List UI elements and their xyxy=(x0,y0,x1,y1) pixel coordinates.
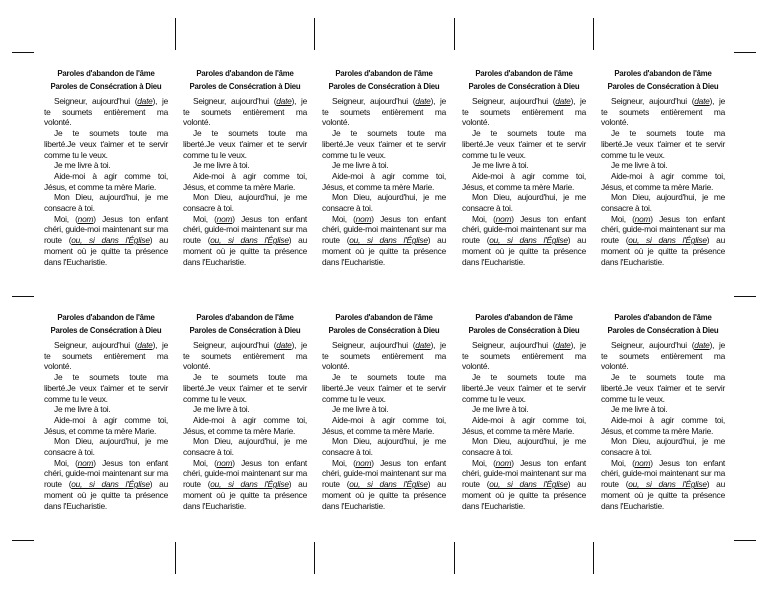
card-title-line2: Paroles de Consécration à Dieu xyxy=(328,326,440,335)
paragraph-4: Aide-moi à agir comme toi, Jésus, et comme ta mère Marie. xyxy=(462,170,586,192)
card-title-line2: Paroles de Consécration à Dieu xyxy=(607,82,719,91)
paragraph-6: Moi, (nom) Jesus ton enfant chéri, guide-moi maintenant sur ma route (ou, si dans l'Église) au moment où je quitte ta présence dans l'Eucharistie. xyxy=(183,213,307,267)
paragraph-6: Moi, (nom) Jesus ton enfant chéri, guide-moi maintenant sur ma route (ou, si dans l'Église) au moment où je quitte ta présence dans l'Eucharistie. xyxy=(601,213,725,267)
paragraph-1: Seigneur, aujourd'hui (date), je te soumets entièrement ma volonté. xyxy=(44,340,168,372)
paragraph-4: Aide-moi à agir comme toi, Jésus, et comme ta mère Marie. xyxy=(183,414,307,436)
paragraph-6: Moi, (nom) Jesus ton enfant chéri, guide-moi maintenant sur ma route (ou, si dans l'Église) au moment où je quitte ta présence dans l'Eucharistie. xyxy=(462,457,586,511)
prayer-card-r1c5 xyxy=(601,67,725,267)
prayer-card-r2c2 xyxy=(183,311,307,511)
paragraph-1: Seigneur, aujourd'hui (date), je te soumets entièrement ma volonté. xyxy=(601,96,725,128)
paragraph-1: Seigneur, aujourd'hui (date), je te soumets entièrement ma volonté. xyxy=(462,96,586,128)
paragraph-3: Je me livre à toi. xyxy=(611,404,668,415)
paragraph-3: Je me livre à toi. xyxy=(332,404,389,415)
card-title-line1: Paroles d'abandon de l'âme xyxy=(335,313,433,322)
prayer-card-r2c5 xyxy=(601,311,725,511)
paragraph-5: Mon Dieu, aujourd'hui, je me consacre à toi. xyxy=(322,436,446,458)
paragraph-3: Je me livre à toi. xyxy=(54,160,111,171)
paragraph-5: Mon Dieu, aujourd'hui, je me consacre à toi. xyxy=(44,192,168,214)
card-title-line1: Paroles d'abandon de l'âme xyxy=(475,69,573,78)
prayer-card-r2c1 xyxy=(44,311,168,511)
paragraph-2: Je te soumets toute ma liberté.Je veux t'aimer et te servir comme tu le veux. xyxy=(183,128,307,160)
paragraph-2: Je te soumets toute ma liberté.Je veux t'aimer et te servir comme tu le veux. xyxy=(601,128,725,160)
paragraph-5: Mon Dieu, aujourd'hui, je me consacre à toi. xyxy=(462,436,586,458)
paragraph-1: Seigneur, aujourd'hui (date), je te soumets entièrement ma volonté. xyxy=(183,340,307,372)
card-title-line2: Paroles de Consécration à Dieu xyxy=(328,82,440,91)
paragraph-5: Mon Dieu, aujourd'hui, je me consacre à toi. xyxy=(601,436,725,458)
card-title-line2: Paroles de Consécration à Dieu xyxy=(189,326,301,335)
paragraph-3: Je me livre à toi. xyxy=(472,160,529,171)
paragraph-3: Je me livre à toi. xyxy=(193,160,250,171)
paragraph-6: Moi, (nom) Jesus ton enfant chéri, guide-moi maintenant sur ma route (ou, si dans l'Église) au moment où je quitte ta présence dans l'Eucharistie. xyxy=(183,457,307,511)
card-title-line1: Paroles d'abandon de l'âme xyxy=(196,69,294,78)
paragraph-5: Mon Dieu, aujourd'hui, je me consacre à toi. xyxy=(183,436,307,458)
paragraph-6: Moi, (nom) Jesus ton enfant chéri, guide-moi maintenant sur ma route (ou, si dans l'Église) au moment où je quitte ta présence dans l'Eucharistie. xyxy=(44,457,168,511)
card-title-line1: Paroles d'abandon de l'âme xyxy=(57,313,155,322)
paragraph-1: Seigneur, aujourd'hui (date), je te soumets entièrement ma volonté. xyxy=(601,340,725,372)
card-title-line1: Paroles d'abandon de l'âme xyxy=(614,313,712,322)
card-title-line1: Paroles d'abandon de l'âme xyxy=(335,69,433,78)
paragraph-2: Je te soumets toute ma liberté.Je veux t'aimer et te servir comme tu le veux. xyxy=(183,372,307,404)
paragraph-4: Aide-moi à agir comme toi, Jésus, et comme ta mère Marie. xyxy=(322,170,446,192)
paragraph-1: Seigneur, aujourd'hui (date), je te soumets entièrement ma volonté. xyxy=(183,96,307,128)
paragraph-3: Je me livre à toi. xyxy=(611,160,668,171)
card-title-line1: Paroles d'abandon de l'âme xyxy=(57,69,155,78)
prayer-card-r1c2 xyxy=(183,67,307,267)
prayer-card-r2c3 xyxy=(322,311,446,511)
paragraph-4: Aide-moi à agir comme toi, Jésus, et comme ta mère Marie. xyxy=(322,414,446,436)
paragraph-6: Moi, (nom) Jesus ton enfant chéri, guide-moi maintenant sur ma route (ou, si dans l'Église) au moment où je quitte ta présence dans l'Eucharistie. xyxy=(44,213,168,267)
prayer-card-r1c1 xyxy=(44,67,168,267)
paragraph-5: Mon Dieu, aujourd'hui, je me consacre à toi. xyxy=(322,192,446,214)
paragraph-1: Seigneur, aujourd'hui (date), je te soumets entièrement ma volonté. xyxy=(322,340,446,372)
paragraph-4: Aide-moi à agir comme toi, Jésus, et comme ta mère Marie. xyxy=(183,170,307,192)
paragraph-5: Mon Dieu, aujourd'hui, je me consacre à toi. xyxy=(462,192,586,214)
prayer-card-r2c4 xyxy=(462,311,586,511)
paragraph-2: Je te soumets toute ma liberté.Je veux t'aimer et te servir comme tu le veux. xyxy=(462,372,586,404)
paragraph-2: Je te soumets toute ma liberté.Je veux t'aimer et te servir comme tu le veux. xyxy=(322,372,446,404)
paragraph-2: Je te soumets toute ma liberté.Je veux t'aimer et te servir comme tu le veux. xyxy=(462,128,586,160)
paragraph-4: Aide-moi à agir comme toi, Jésus, et comme ta mère Marie. xyxy=(44,170,168,192)
card-title-line2: Paroles de Consécration à Dieu xyxy=(189,82,301,91)
paragraph-1: Seigneur, aujourd'hui (date), je te soumets entièrement ma volonté. xyxy=(322,96,446,128)
paragraph-6: Moi, (nom) Jesus ton enfant chéri, guide-moi maintenant sur ma route (ou, si dans l'Église) au moment où je quitte ta présence dans l'Eucharistie. xyxy=(322,213,446,267)
paragraph-5: Mon Dieu, aujourd'hui, je me consacre à toi. xyxy=(183,192,307,214)
paragraph-2: Je te soumets toute ma liberté.Je veux t'aimer et te servir comme tu le veux. xyxy=(44,372,168,404)
card-title-line1: Paroles d'abandon de l'âme xyxy=(196,313,294,322)
paragraph-3: Je me livre à toi. xyxy=(54,404,111,415)
card-title-line2: Paroles de Consécration à Dieu xyxy=(607,326,719,335)
card-title-line2: Paroles de Consécration à Dieu xyxy=(468,82,580,91)
card-title-line1: Paroles d'abandon de l'âme xyxy=(475,313,573,322)
paragraph-4: Aide-moi à agir comme toi, Jésus, et comme ta mère Marie. xyxy=(44,414,168,436)
paragraph-6: Moi, (nom) Jesus ton enfant chéri, guide-moi maintenant sur ma route (ou, si dans l'Église) au moment où je quitte ta présence dans l'Eucharistie. xyxy=(462,213,586,267)
paragraph-2: Je te soumets toute ma liberté.Je veux t'aimer et te servir comme tu le veux. xyxy=(44,128,168,160)
paragraph-4: Aide-moi à agir comme toi, Jésus, et comme ta mère Marie. xyxy=(462,414,586,436)
card-title-line2: Paroles de Consécration à Dieu xyxy=(50,82,162,91)
paragraph-6: Moi, (nom) Jesus ton enfant chéri, guide-moi maintenant sur ma route (ou, si dans l'Église) au moment où je quitte ta présence dans l'Eucharistie. xyxy=(322,457,446,511)
card-title-line2: Paroles de Consécration à Dieu xyxy=(468,326,580,335)
paragraph-5: Mon Dieu, aujourd'hui, je me consacre à toi. xyxy=(601,192,725,214)
paragraph-3: Je me livre à toi. xyxy=(472,404,529,415)
paragraph-1: Seigneur, aujourd'hui (date), je te soumets entièrement ma volonté. xyxy=(462,340,586,372)
paragraph-2: Je te soumets toute ma liberté.Je veux t'aimer et te servir comme tu le veux. xyxy=(601,372,725,404)
paragraph-3: Je me livre à toi. xyxy=(193,404,250,415)
paragraph-1: Seigneur, aujourd'hui (date), je te soumets entièrement ma volonté. xyxy=(44,96,168,128)
card-title-line2: Paroles de Consécration à Dieu xyxy=(50,326,162,335)
paragraph-5: Mon Dieu, aujourd'hui, je me consacre à toi. xyxy=(44,436,168,458)
paragraph-4: Aide-moi à agir comme toi, Jésus, et comme ta mère Marie. xyxy=(601,170,725,192)
prayer-card-r1c4 xyxy=(462,67,586,267)
card-title-line1: Paroles d'abandon de l'âme xyxy=(614,69,712,78)
paragraph-6: Moi, (nom) Jesus ton enfant chéri, guide-moi maintenant sur ma route (ou, si dans l'Église) au moment où je quitte ta présence dans l'Eucharistie. xyxy=(601,457,725,511)
paragraph-3: Je me livre à toi. xyxy=(332,160,389,171)
prayer-card-r1c3 xyxy=(322,67,446,267)
paragraph-2: Je te soumets toute ma liberté.Je veux t'aimer et te servir comme tu le veux. xyxy=(322,128,446,160)
paragraph-4: Aide-moi à agir comme toi, Jésus, et comme ta mère Marie. xyxy=(601,414,725,436)
